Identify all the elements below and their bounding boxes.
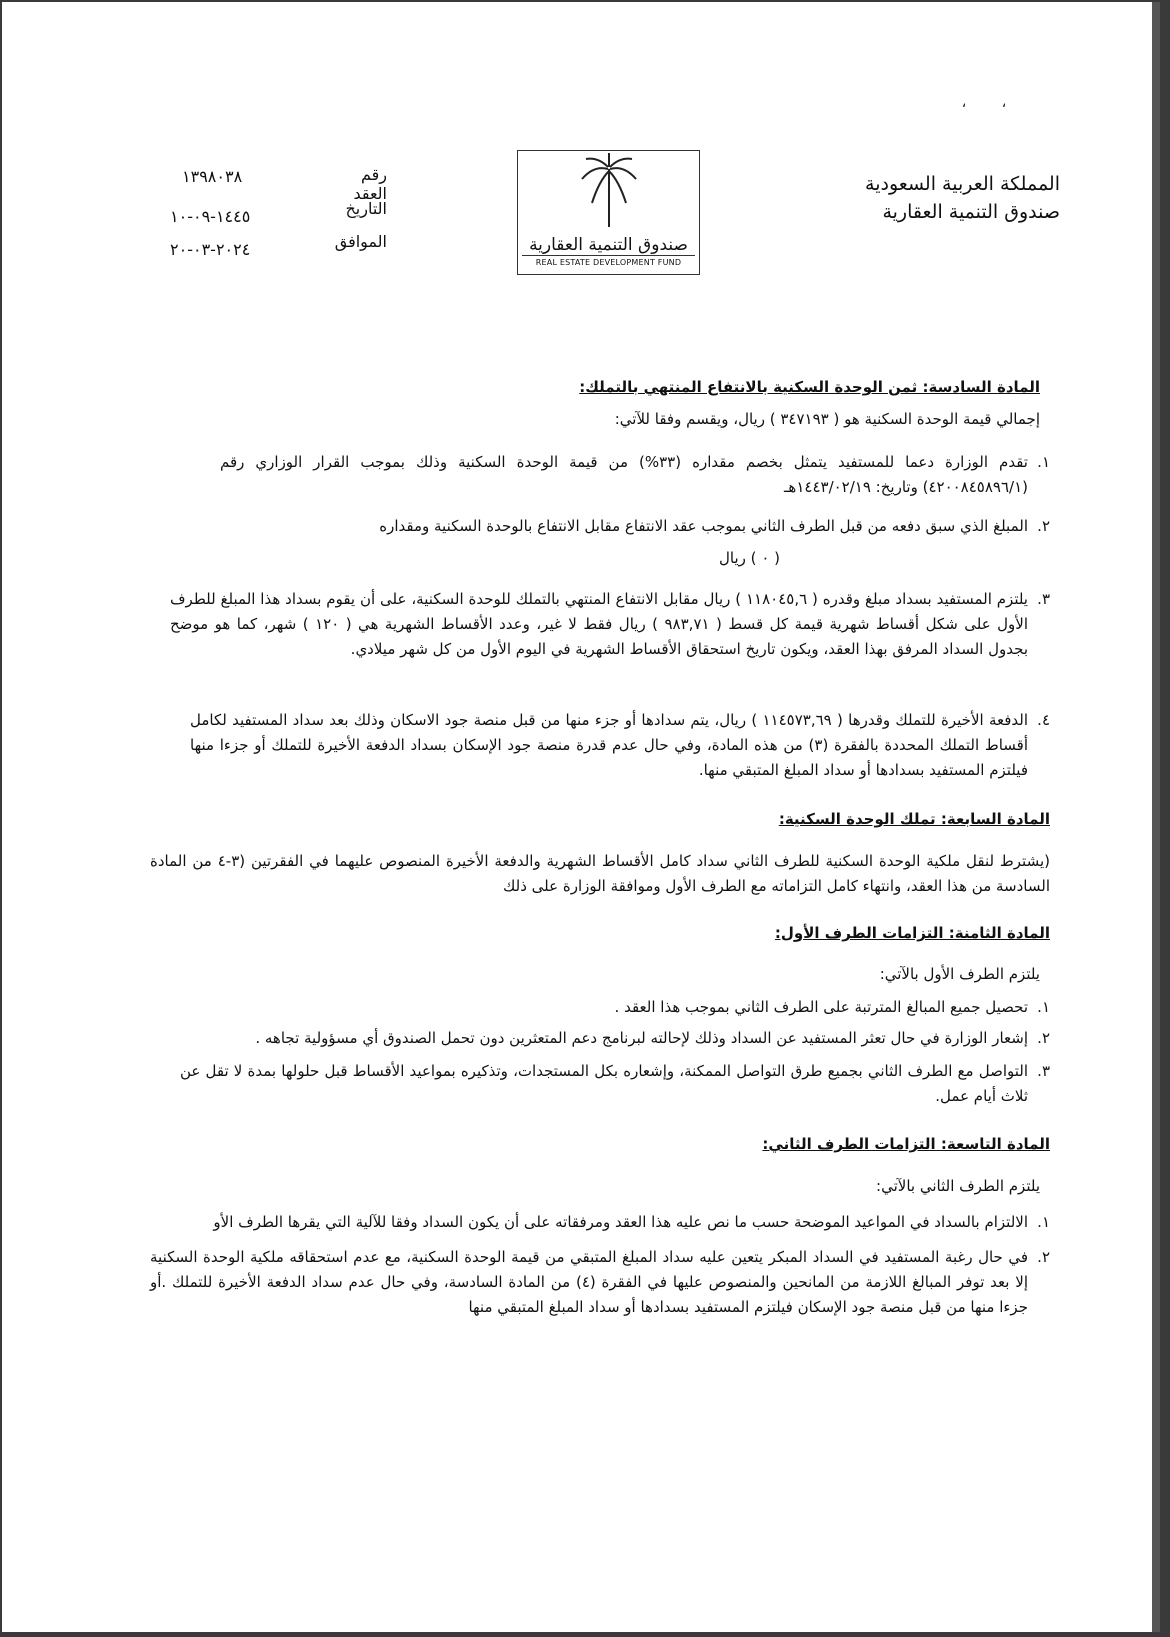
date-gregorian-value: ٢٠٢٤-٠٣-٢٠ [170,240,251,259]
article6-item-2: ٢. المبلغ الذي سبق دفعه من قبل الطرف الثاني بموجب عقد الانتفاع مقابل الانتفاع بالوحدة السكنية ومقداره [379,517,1050,535]
date-hijri-value: ١٤٤٥-٠٩-١٠ [170,207,251,226]
article7-text: (يشترط لنقل ملكية الوحدة السكنية للطرف الثاني سداد كامل الأقساط الشهرية والدفعة الأخيرة المنصوص عليهما في الفقرتين (٣-٤ من المادة السادسة من هذا العقد، وانتهاء كامل التزاماته مع الطرف الأول وموافقة الوزارة على ذلك [150,852,1050,895]
article9-title: المادة التاسعة: التزامات الطرف الثاني: [762,1135,1050,1153]
article6-item-2-amount: ( ٠ ) ريال [719,549,780,567]
article9-item-2: ٢. في حال رغبة المستفيد في السداد المبكر يتعين عليه سداد المبلغ المتبقي من قيمة الوحدة السكنية، مع عدم استحقاقه ملكية الوحدة السكنية إلا بعد توفر المبالغ اللازمة من المانحين والمنصوص عليها في الفقرة (٤) من المادة السادسة، وفي حال عدم سداد الدفعة الأخيرة للتملك .أو جزءا منها من قبل منصة جود الإسكان فيلتزم المستفيد بسدادها أو سداد المبلغ المتبقي منها [150,1248,1050,1316]
article6-title: المادة السادسة: ثمن الوحدة السكنية بالانتفاع المنتهي بالتملك: [579,378,1040,396]
article9-intro: يلتزم الطرف الثاني بالآتي: [876,1177,1040,1195]
logo-english-text: REAL ESTATE DEVELOPMENT FUND [522,255,695,267]
fund-name: صندوق التنمية العقارية [882,201,1060,223]
logo-arabic-text: صندوق التنمية العقارية [529,235,688,255]
article6-item-1: ١. تقدم الوزارة دعما للمستفيد يتمثل بخصم مقداره (٣٣%) من قيمة الوحدة السكنية وذلك بموجب القرار الوزاري رقم (٤٢٠٠٨٤٥٨٩٦/١) وتاريخ: ١٤٤٣/٠٢/١٩هـ [220,453,1050,496]
article8-intro: يلتزم الطرف الأول بالآتي: [879,965,1040,983]
article8-title: المادة الثامنة: التزامات الطرف الأول: [774,924,1050,942]
date-label: التاريخ [345,199,387,218]
article8-item-2: ٢. إشعار الوزارة في حال تعثر المستفيد عن السداد وذلك لإحالته لبرنامج دعم المتعثرين دون تحمل الصندوق أي مسؤولية تجاهه . [255,1029,1050,1047]
article9-item-1: ١. الالتزام بالسداد في المواعيد الموضحة حسب ما نص عليه هذا العقد ومرفقاته على أن يكون السداد وفقا للآلية التي يقرها الطرف الأو [213,1213,1050,1231]
article8-item-3: ٣. التواصل مع الطرف الثاني بجميع طرق التواصل الممكنة، وإشعاره بكل المستجدات، وتذكيره بمواعيد الأقساط قبل حلولها بمدة لا تقل عن ثلاث أيام عمل. [180,1062,1050,1105]
corresponding-label: الموافق [334,232,387,251]
article7-title: المادة السابعة: تملك الوحدة السكنية: [778,810,1050,828]
fund-logo [517,150,700,275]
palm-icon [564,151,654,229]
issuer-block [865,170,1060,226]
article8-item-1: ١. تحصيل جميع المبالغ المترتبة على الطرف الثاني بموجب هذا العقد . [614,998,1050,1016]
contract-no-value: ١٣٩٨٠٣٨ [182,167,243,186]
contract-no-label: رقم العقد [353,165,387,203]
article6-item-3: ٣. يلتزم المستفيد بسداد مبلغ وقدره ( ١١٨٠٤٥,٦ ) ريال مقابل الانتفاع المنتهي بالتملك للوحدة السكنية، على أن يقوم بسداد هذا المبلغ للطرف الأول على شكل أقساط شهرية قيمة كل قسط ( ٩٨٣,٧١ ) ريال فقط لا غير، وعدد الأقساط الشهرية هي ( ١٢٠ ) شهر، كما هو موضح بجدول السداد المرفق بهذا العقد، ويكون تاريخ استحقاق الأقساط الشهرية في اليوم الأول من كل شهر ميلادي. [170,590,1050,658]
document-page [2,2,1160,1632]
article6-intro: إجمالي قيمة الوحدة السكنية هو ( ٣٤٧١٩٣ ) ريال، ويقسم وفقا للآتي: [614,410,1040,428]
scan-edge-shadow [1152,2,1160,1632]
scan-marks: ‘ ‘ [962,102,1007,118]
article6-item-4: ٤. الدفعة الأخيرة للتملك وقدرها ( ١١٤٥٧٣,٦٩ ) ريال، يتم سدادها أو جزء منها من قبل منصة جود الاسكان وذلك بعد سداد المستفيد لكامل أقساط التملك المحددة بالفقرة (٣) من هذه المادة، وفي حال عدم قدرة منصة جود الإسكان بسداد الدفعة الأخيرة للتملك أو جزءا منها فيلتزم المستفيد بسدادها أو سداد المبلغ المتبقي منها. [190,711,1050,779]
country-name: المملكة العربية السعودية [865,173,1060,195]
